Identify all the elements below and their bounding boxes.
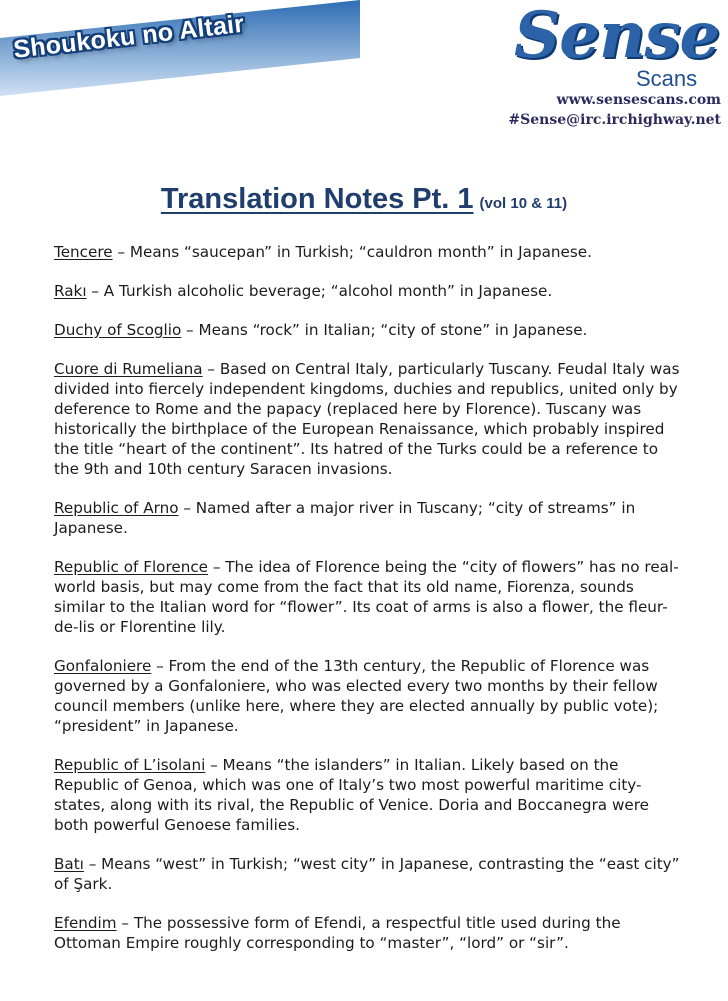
note-term: Duchy of Scoglio [54, 321, 182, 339]
note-definition: – From the end of the 13th century, the Republic of Florence was governed by a Gonfaloniere, who was elected every two months by their fellow council members (unlike here, where they are elected annually by public vote); “president” in Japanese. [54, 657, 659, 735]
logo-wordmark: Sense [514, 0, 720, 73]
website-link[interactable]: www.sensescans.com [556, 92, 721, 108]
note-term: Republic of Arno [54, 499, 179, 517]
page-title [0, 183, 728, 216]
note-term: Rakı [54, 282, 87, 300]
note-item [54, 281, 682, 301]
note-definition: – Named after a major river in Tuscany; “city of streams” in Japanese. [54, 499, 636, 537]
note-definition: – Means “the islanders” in Italian. Likely based on the Republic of Genoa, which was one of Italy’s two most powerful maritime city-states, along with its rival, the Republic of Venice. Doria and Boccanegra were both powerful Genoese families. [54, 756, 649, 834]
volume-range: (vol 10 & 11) [479, 195, 568, 212]
note-item [54, 320, 682, 340]
note-item [54, 755, 682, 835]
note-item [54, 359, 682, 479]
note-definition: – Means “saucepan” in Turkish; “cauldron month” in Japanese. [112, 243, 592, 261]
note-term: Tencere [54, 243, 113, 261]
note-term: Republic of L’isolani [54, 756, 206, 774]
series-title: Shoukoku no Altair [12, 9, 246, 64]
note-term: Cuore di Rumeliana [54, 360, 203, 378]
page-title-text: Translation Notes Pt. 1 [160, 183, 474, 215]
note-item [54, 854, 682, 894]
note-item [54, 913, 682, 953]
note-definition: – Means “rock” in Italian; “city of stone” in Japanese. [181, 321, 588, 339]
note-item [54, 242, 682, 262]
note-term: Batı [54, 855, 84, 873]
note-item [54, 498, 682, 538]
note-term: Republic of Florence [54, 558, 209, 576]
translation-notes-list [54, 242, 682, 972]
sense-scans-logo [508, 0, 723, 132]
note-term: Gonfaloniere [54, 657, 152, 675]
note-term: Efendim [54, 914, 117, 932]
note-definition: – Based on Central Italy, particularly Tuscany. Feudal Italy was divided into fiercely independent kingdoms, duchies and republics, united only by deference to Rome and the papacy (replaced here by Florence). Tuscany was historically the birthplace of the European Renaissance, which probably inspired the title “heart of the continent”. Its hatred of the Turks could be a reference to the 9th and 10th century Saracen invasions. [54, 360, 680, 478]
note-definition: – The possessive form of Efendi, a respectful title used during the Ottoman Empire roughly corresponding to “master”, “lord” or “sir”. [54, 914, 621, 952]
note-definition: – A Turkish alcoholic beverage; “alcohol month” in Japanese. [86, 282, 553, 300]
note-item [54, 557, 682, 637]
note-item [54, 656, 682, 736]
note-definition: – Means “west” in Turkish; “west city” in Japanese, contrasting the “east city” of Şark. [54, 855, 680, 893]
logo-subtitle: Scans [636, 66, 698, 91]
irc-channel: #Sense@irc.irchighway.net [508, 112, 721, 128]
note-definition: – The idea of Florence being the “city of flowers” has no real-world basis, but may come from the fact that its old name, Fiorenza, sounds similar to the Italian word for “flower”. Its coat of arms is also a flower, the fleur-de-lis or Florentine lily. [54, 558, 679, 636]
